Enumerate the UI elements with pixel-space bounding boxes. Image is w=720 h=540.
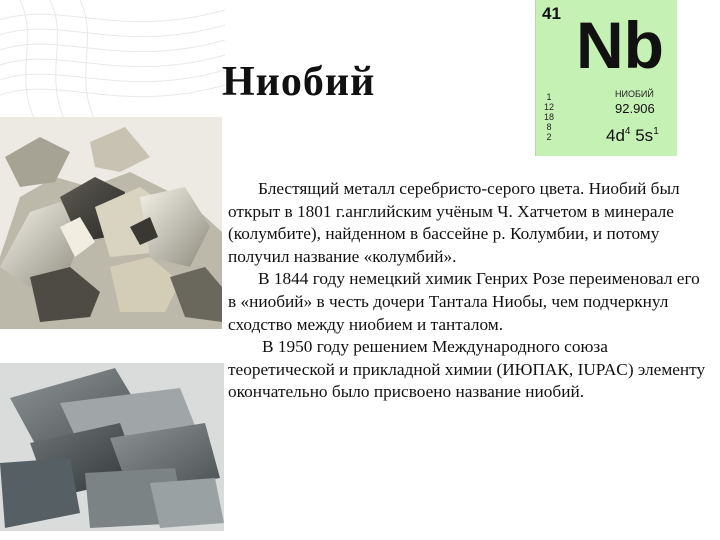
paragraph-iupac: В 1950 году решением Международного союза теоретической и прикладной химии (ИЮПАК, IUPAC) элементу окончательно было присвоено название ниобий. xyxy=(228,337,706,402)
background-swirl-decoration xyxy=(0,0,225,130)
config-orbital: 5s xyxy=(635,126,654,145)
niobium-plates-photo xyxy=(0,363,224,531)
niobium-crystals-photo xyxy=(0,117,222,329)
electron-configuration xyxy=(606,126,659,146)
electron-shells xyxy=(544,92,554,142)
shell-value: 8 xyxy=(546,122,552,132)
page-title: Ниобий xyxy=(222,59,376,105)
paragraph-discovery: Блестящий металл серебристо-серого цвета. Ниобий был открыт в 1801 г.английским учёным Ч. Хатчетом в минерале (колумбите), найденном в бассейне р. Колумбии, и потому получил название «колумбий». xyxy=(228,179,680,266)
config-superscript: 1 xyxy=(653,126,659,137)
shell-value: 12 xyxy=(544,102,555,112)
shell-value: 2 xyxy=(546,132,552,142)
config-superscript: 4 xyxy=(624,126,631,137)
shell-value: 1 xyxy=(546,92,552,102)
element-symbol: Nb xyxy=(576,8,664,82)
atomic-number: 41 xyxy=(542,4,561,23)
atomic-mass: 92.906 xyxy=(615,101,655,116)
paragraph-renaming: В 1844 году немецкий химик Генрих Розе переименовал его в «ниобий» в честь дочери Тантала Ниобы, чем подчеркнул сходство между ниобием и танталом. xyxy=(228,269,700,334)
description-text xyxy=(228,178,712,404)
shell-value: 18 xyxy=(544,112,555,122)
element-name: НИОБИЙ xyxy=(615,89,654,99)
periodic-table-tile xyxy=(535,0,677,156)
config-orbital: 4d xyxy=(606,126,625,145)
